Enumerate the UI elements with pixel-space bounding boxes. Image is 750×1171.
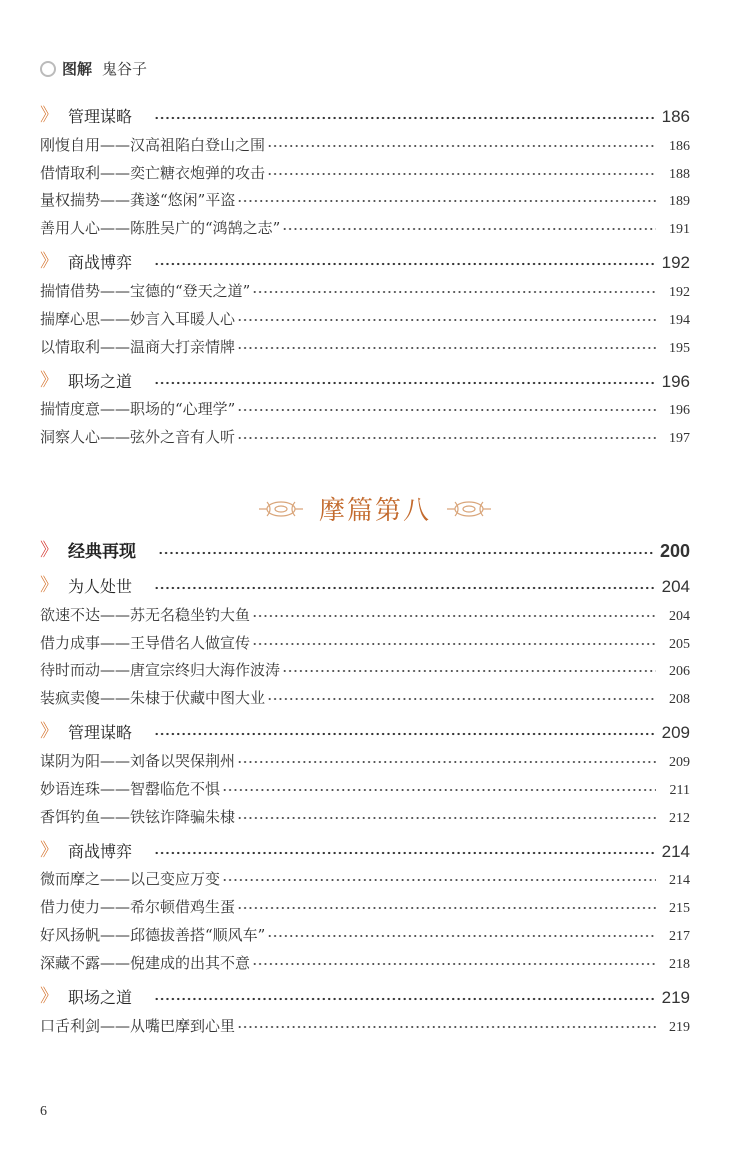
toc-entry[interactable] — [40, 273, 690, 301]
toc-entry[interactable] — [40, 743, 690, 771]
section-title: 经典再现 — [68, 542, 136, 562]
dot-leader — [222, 878, 656, 882]
section-title: 商战博弈 — [68, 841, 133, 861]
page-number: 217 — [669, 928, 690, 944]
page-number: 186 — [661, 107, 690, 126]
dot-leader — [154, 381, 656, 385]
section-title: 管理谋略 — [68, 723, 133, 743]
page-number: 200 — [659, 541, 690, 561]
dot-leader — [154, 262, 656, 266]
ornament-left-icon — [257, 498, 305, 520]
entry-title: 借力成事——王导借名人做宣传 — [40, 633, 251, 652]
page-number: 214 — [661, 841, 690, 861]
page-number: 211 — [669, 782, 690, 798]
chevron-icon: 》 — [40, 540, 58, 561]
chevron-icon: 》 — [40, 251, 58, 273]
toc-entry[interactable] — [40, 625, 690, 653]
section-title: 为人处世 — [68, 577, 133, 596]
dot-leader — [158, 551, 654, 555]
toc-entry[interactable] — [40, 680, 690, 708]
section-title: 商战博弈 — [68, 253, 133, 273]
toc-entry[interactable] — [40, 301, 690, 329]
page-number: 195 — [669, 340, 690, 356]
toc-section-heading[interactable] — [40, 243, 690, 273]
dot-leader — [237, 1025, 656, 1029]
entry-title: 以情取利——温商大打亲情牌 — [40, 337, 236, 356]
series-name: 图解 — [62, 60, 93, 78]
book-title: 鬼谷子 — [102, 60, 148, 78]
page-number: 188 — [669, 166, 690, 182]
page-number: 218 — [669, 956, 690, 972]
page-number: 204 — [669, 608, 690, 624]
chapter-title: 摩篇第八 — [318, 496, 431, 526]
page-number: 197 — [669, 431, 690, 447]
page-number: 189 — [669, 194, 690, 210]
dot-leader — [252, 642, 656, 646]
chevron-icon: 》 — [40, 105, 58, 126]
section-title: 管理谋略 — [68, 107, 133, 126]
entry-title: 揣情借势——宝德的“登天之道” — [40, 281, 251, 300]
dot-leader — [237, 906, 656, 910]
page-number: 206 — [669, 664, 690, 680]
chapter-heading — [0, 490, 750, 527]
page-number: 196 — [669, 403, 690, 419]
toc-entry[interactable] — [40, 653, 690, 681]
toc-entry[interactable] — [40, 771, 690, 799]
dot-leader — [282, 227, 656, 231]
toc-entry[interactable] — [40, 889, 690, 917]
entry-title: 微而摩之——以己变应万变 — [40, 870, 221, 889]
page-number: 192 — [669, 284, 690, 300]
toc-section-heading[interactable] — [40, 97, 690, 127]
section-title: 职场之道 — [68, 987, 133, 1007]
ornament-right-icon — [445, 498, 493, 520]
chevron-icon: 》 — [40, 369, 58, 391]
chevron-icon: 》 — [40, 575, 58, 596]
entry-title: 待时而动——唐宣宗终归大海作波涛 — [40, 661, 281, 680]
toc-entry[interactable] — [40, 210, 690, 238]
toc-entry[interactable] — [40, 392, 690, 420]
page-number: 186 — [669, 138, 690, 154]
page-number: 191 — [669, 222, 690, 238]
entry-title: 好风扬帆——邱德拔善搭“顺风车” — [40, 925, 266, 944]
entry-title: 妙语连珠——智罄临危不惧 — [40, 779, 221, 798]
dot-leader — [252, 614, 656, 618]
toc-section-heading[interactable] — [40, 362, 690, 392]
page-number: 219 — [669, 1019, 690, 1035]
entry-title: 装疯卖傻——朱棣于伏藏中图大业 — [40, 689, 266, 708]
toc-section-heading[interactable] — [40, 832, 690, 862]
page-number: 214 — [669, 873, 690, 889]
entry-title: 善用人心——陈胜吴广的“鸿鹄之志” — [40, 219, 281, 238]
toc-entry[interactable] — [40, 183, 690, 211]
series-logo-icon — [40, 61, 56, 77]
chevron-icon: 》 — [40, 839, 58, 861]
toc-section-heading[interactable] — [40, 713, 690, 743]
dot-leader — [222, 788, 656, 792]
entry-title: 洞察人心——弦外之音有人听 — [40, 428, 236, 447]
page-number: 196 — [661, 371, 690, 391]
dot-leader — [154, 586, 656, 590]
page-number: 208 — [669, 692, 690, 708]
entry-title: 量权揣势——龚遂“悠闲”平盗 — [40, 191, 236, 210]
toc-entry[interactable] — [40, 917, 690, 945]
page-number: 209 — [669, 754, 690, 770]
toc-entry[interactable] — [40, 799, 690, 827]
chevron-icon: 》 — [40, 985, 58, 1007]
toc-entry[interactable] — [40, 862, 690, 890]
entry-title: 口舌利剑——从嘴巴摩到心里 — [40, 1016, 236, 1035]
dot-leader — [237, 346, 656, 350]
folio-page-number: 6 — [40, 1104, 47, 1119]
entry-title: 香饵钓鱼——铁铉诈降骗朱棣 — [40, 807, 236, 826]
entry-title: 谋阴为阳——刘备以哭保荆州 — [40, 751, 236, 770]
toc-entry[interactable] — [40, 155, 690, 183]
dot-leader — [154, 116, 656, 120]
entry-title: 深藏不露——倪建成的出其不意 — [40, 953, 251, 972]
dot-leader — [237, 408, 656, 412]
dot-leader — [252, 290, 656, 294]
entry-title: 借情取利——奕亡糖衣炮弹的攻击 — [40, 163, 266, 182]
page-number: 194 — [669, 312, 690, 328]
dot-leader — [267, 934, 656, 938]
dot-leader — [237, 199, 656, 203]
section-title: 职场之道 — [68, 371, 133, 391]
dot-leader — [237, 816, 656, 820]
toc-part-1 — [40, 97, 690, 447]
dot-leader — [252, 962, 656, 966]
page-number: 215 — [669, 901, 690, 917]
toc-major-section[interactable] — [40, 532, 690, 562]
dot-leader — [267, 697, 656, 701]
dot-leader — [237, 760, 656, 764]
entry-title: 刚愎自用——汉高祖陷白登山之围 — [40, 135, 266, 154]
entry-title: 欲速不达——苏无名稳坐钓大鱼 — [40, 605, 251, 624]
dot-leader — [154, 997, 656, 1001]
page-number: 209 — [661, 723, 690, 743]
page-number: 212 — [669, 810, 690, 826]
toc-section-heading[interactable] — [40, 567, 690, 597]
chevron-icon: 》 — [40, 721, 58, 743]
toc-entry[interactable] — [40, 1008, 690, 1036]
toc-section-heading[interactable] — [40, 978, 690, 1008]
dot-leader — [282, 669, 656, 673]
dot-leader — [267, 144, 656, 148]
page-number: 219 — [661, 987, 690, 1007]
dot-leader — [237, 318, 656, 322]
entry-title: 揣情度意——职场的“心理学” — [40, 400, 236, 419]
page-number: 205 — [669, 636, 690, 652]
toc-entry[interactable] — [40, 329, 690, 357]
page-number: 204 — [661, 577, 690, 596]
dot-leader — [154, 851, 656, 855]
toc-entry[interactable] — [40, 419, 690, 447]
dot-leader — [237, 436, 656, 440]
entry-title: 揣摩心思——妙言入耳暖人心 — [40, 309, 236, 328]
entry-title: 借力使力——希尔顿借鸡生蛋 — [40, 898, 236, 917]
toc-entry[interactable] — [40, 127, 690, 155]
dot-leader — [267, 172, 656, 176]
toc-entry[interactable] — [40, 597, 690, 625]
toc-entry[interactable] — [40, 945, 690, 973]
toc-part-2 — [40, 532, 690, 1036]
dot-leader — [154, 732, 656, 736]
running-head — [40, 58, 147, 79]
page-number: 192 — [661, 253, 690, 273]
